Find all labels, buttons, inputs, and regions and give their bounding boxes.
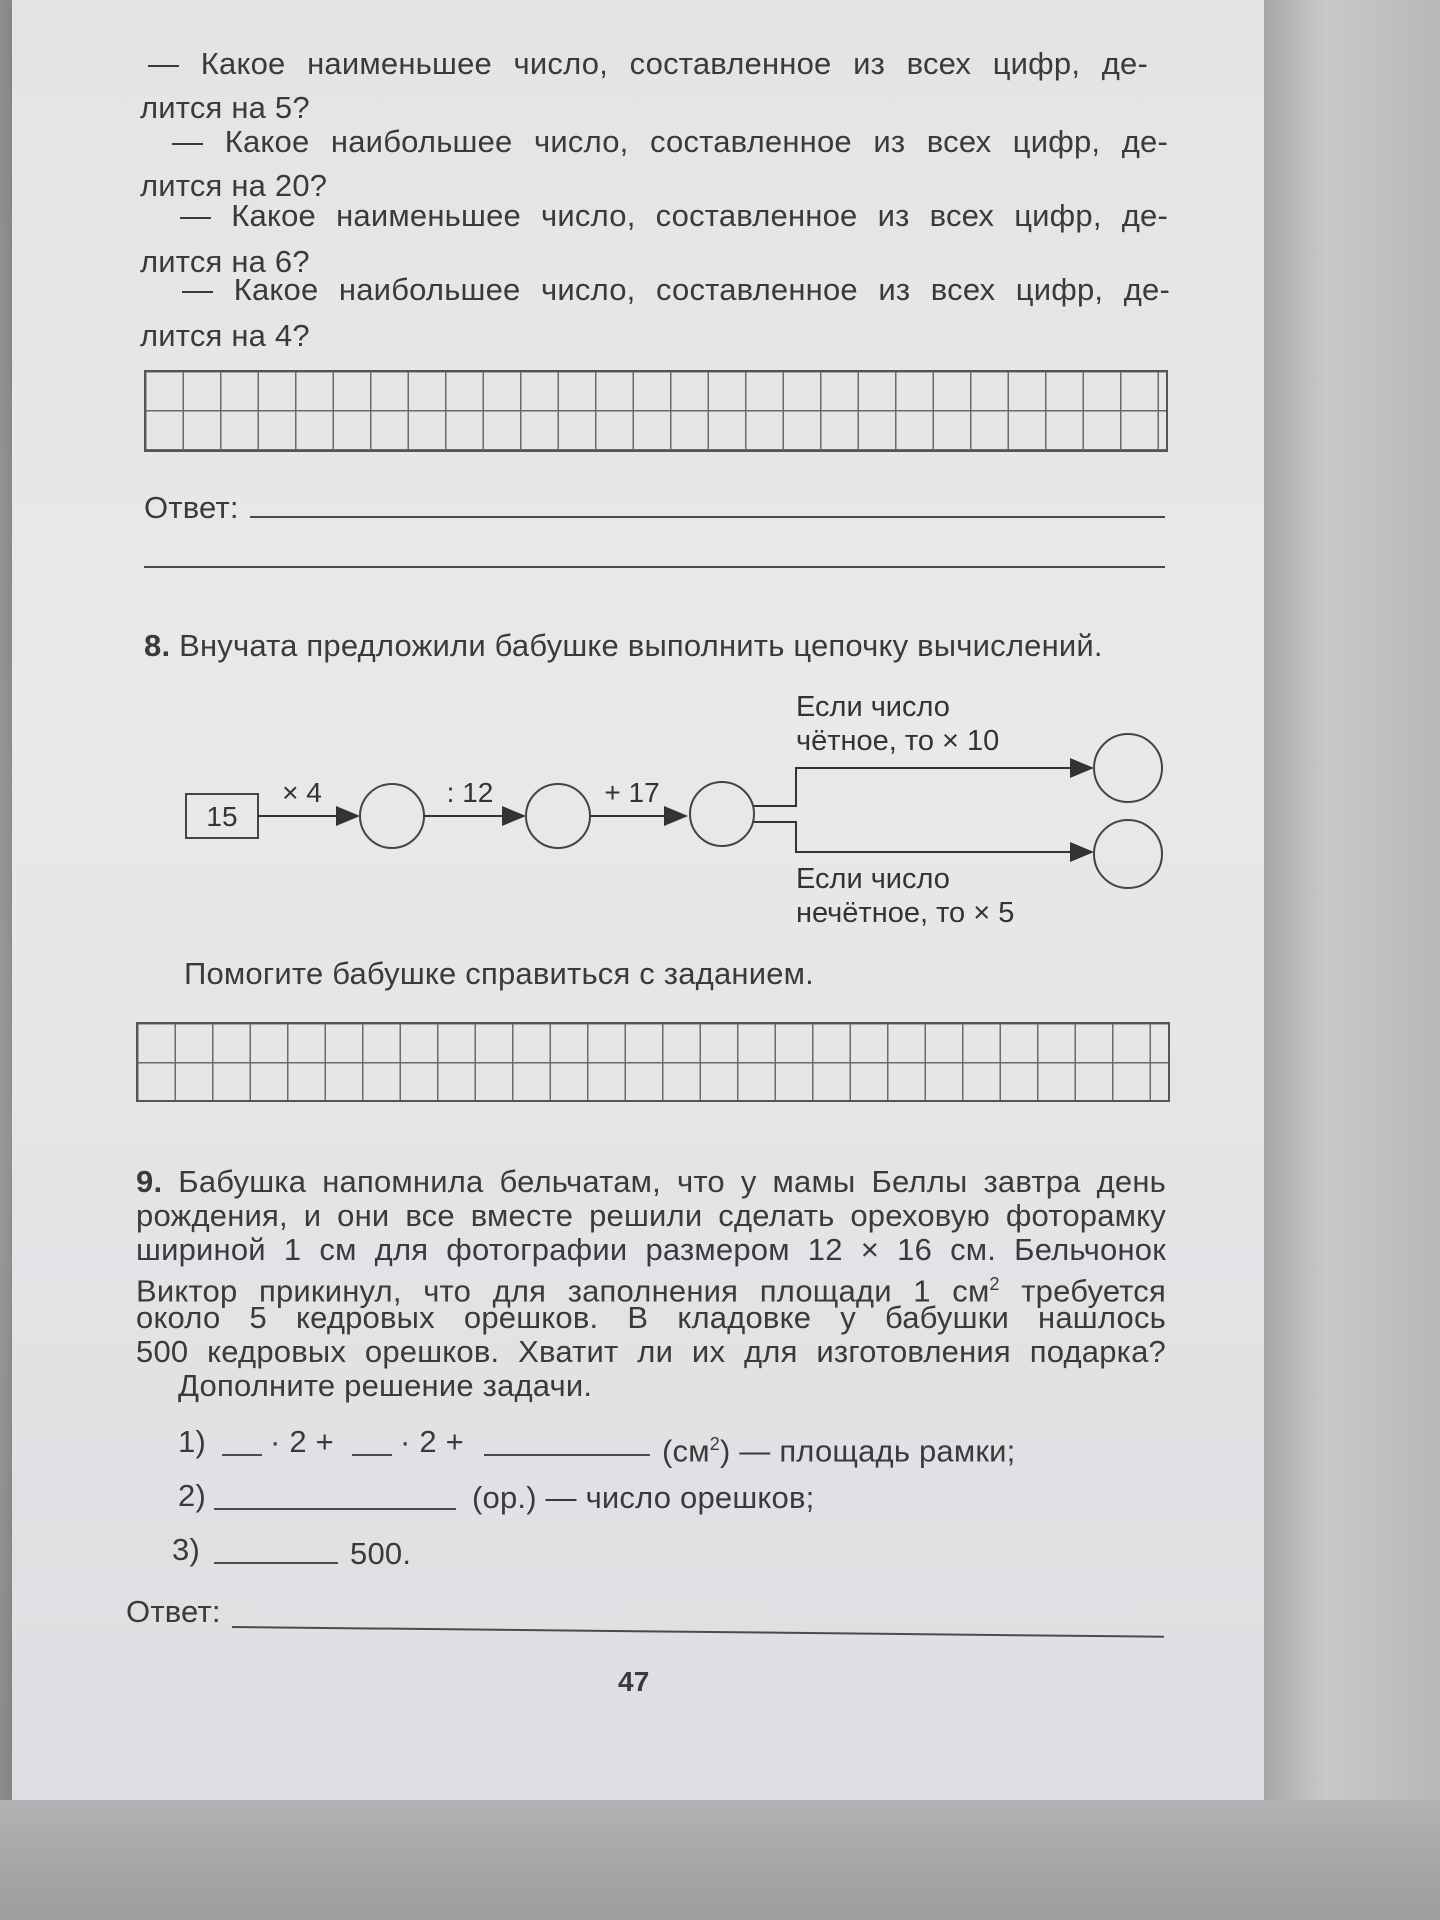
task8-statement [144, 628, 1103, 664]
table-surface [0, 1800, 1440, 1920]
step3-number: 3) [172, 1532, 200, 1567]
operation-add-17: + 17 [604, 777, 660, 808]
result-circle-odd[interactable] [1094, 820, 1162, 888]
task7-question2-line1: — Какое наибольшее число, составленное из всех цифр, де- [172, 124, 1168, 159]
task9-line3: шириной 1 см для фотографии размером 12 × 16 см. Бельчонок [136, 1232, 1166, 1267]
step1-blank-2[interactable] [352, 1454, 392, 1456]
step2-blank[interactable] [214, 1508, 456, 1510]
task9-line5: около 5 кедровых орешков. В кладовке у бабушки нашлось [136, 1300, 1166, 1335]
task7-question4-line2: лится на 4? [140, 318, 310, 353]
arrow-even-branch [754, 768, 1092, 806]
task9-number: 9. [136, 1164, 163, 1199]
task9-instruction: Дополните решение задачи. [178, 1368, 593, 1403]
task9-line4-text: Виктор прикинул, что для заполнения площади 1 см [136, 1273, 990, 1309]
task7-question1-line1: — Какое наименьшее число, составленное из всех цифр, де- [148, 46, 1148, 81]
arrow-odd-branch [754, 822, 1092, 852]
odd-condition-line1: Если число [796, 863, 950, 895]
task9-line6: 500 кедровых орешков. Хватит ли их для изготовления подарка? [136, 1334, 1166, 1369]
step1-times-2-plus-a: · 2 + [270, 1424, 334, 1459]
task9-line1 [136, 1164, 1166, 1200]
start-value: 15 [206, 801, 238, 832]
step3-tail: 500. [350, 1536, 412, 1571]
step1-unit: (см [662, 1433, 710, 1469]
task7-answer-label: Ответ: [144, 490, 239, 525]
task7-question2-line2: лится на 20? [140, 168, 328, 203]
step2-tail: (ор.) — число орешков; [472, 1480, 815, 1515]
operation-multiply-4: × 4 [282, 777, 322, 808]
start-box [186, 794, 258, 838]
step3-blank[interactable] [214, 1562, 338, 1564]
result-circle-3[interactable] [690, 782, 754, 846]
page-number: 47 [618, 1666, 650, 1697]
task8-work-grid[interactable] [136, 1022, 1170, 1102]
task8-help-text: Помогите бабушке справиться с заданием. [184, 956, 814, 991]
result-circle-1[interactable] [360, 784, 424, 848]
step1-result-text [662, 1426, 1015, 1469]
superscript-2: 2 [989, 1274, 1000, 1294]
task9-answer-label: Ответ: [126, 1594, 221, 1629]
page-edge-shadow [1264, 0, 1440, 1920]
operation-divide-12: : 12 [446, 777, 494, 808]
task7-work-grid[interactable] [144, 370, 1168, 452]
step1-number: 1) [178, 1424, 206, 1459]
calculation-chain-diagram [0, 680, 1264, 940]
step1-tail: ) — площадь рамки; [719, 1433, 1016, 1469]
task8-number: 8. [144, 628, 171, 663]
task9-line4-tail: требуется [1021, 1273, 1166, 1309]
step1-times-2-plus-b: · 2 + [400, 1424, 464, 1459]
even-condition-line2: чётное, то × 10 [796, 725, 1000, 757]
task9-line1-text: Бабушка напомнила бельчатам, что у мамы Беллы завтра день [178, 1164, 1166, 1199]
odd-condition-line2: нечётное, то × 5 [796, 897, 1015, 929]
even-condition-line1: Если число [796, 691, 950, 723]
step1-blank-1[interactable] [222, 1454, 262, 1456]
step2-number: 2) [178, 1478, 206, 1513]
result-circle-2[interactable] [526, 784, 590, 848]
task8-text: Внучата предложили бабушке выполнить цепочку вычислений. [179, 628, 1103, 663]
task7-question3-line1: — Какое наименьшее число, составленное из всех цифр, де- [180, 198, 1168, 233]
task7-question4-line1: — Какое наибольшее число, составленное из всех цифр, де- [182, 272, 1170, 307]
step1-blank-3[interactable] [484, 1454, 650, 1456]
result-circle-even[interactable] [1094, 734, 1162, 802]
task7-answer-line-2[interactable] [144, 566, 1165, 568]
task7-answer-line[interactable] [250, 516, 1165, 518]
task7-question3-line2: лится на 6? [140, 244, 310, 279]
task7-question1-line2: лится на 5? [140, 90, 310, 125]
task9-line2: рождения, и они все вместе решили сделать ореховую фоторамку [136, 1198, 1166, 1233]
superscript-2: 2 [709, 1434, 720, 1454]
